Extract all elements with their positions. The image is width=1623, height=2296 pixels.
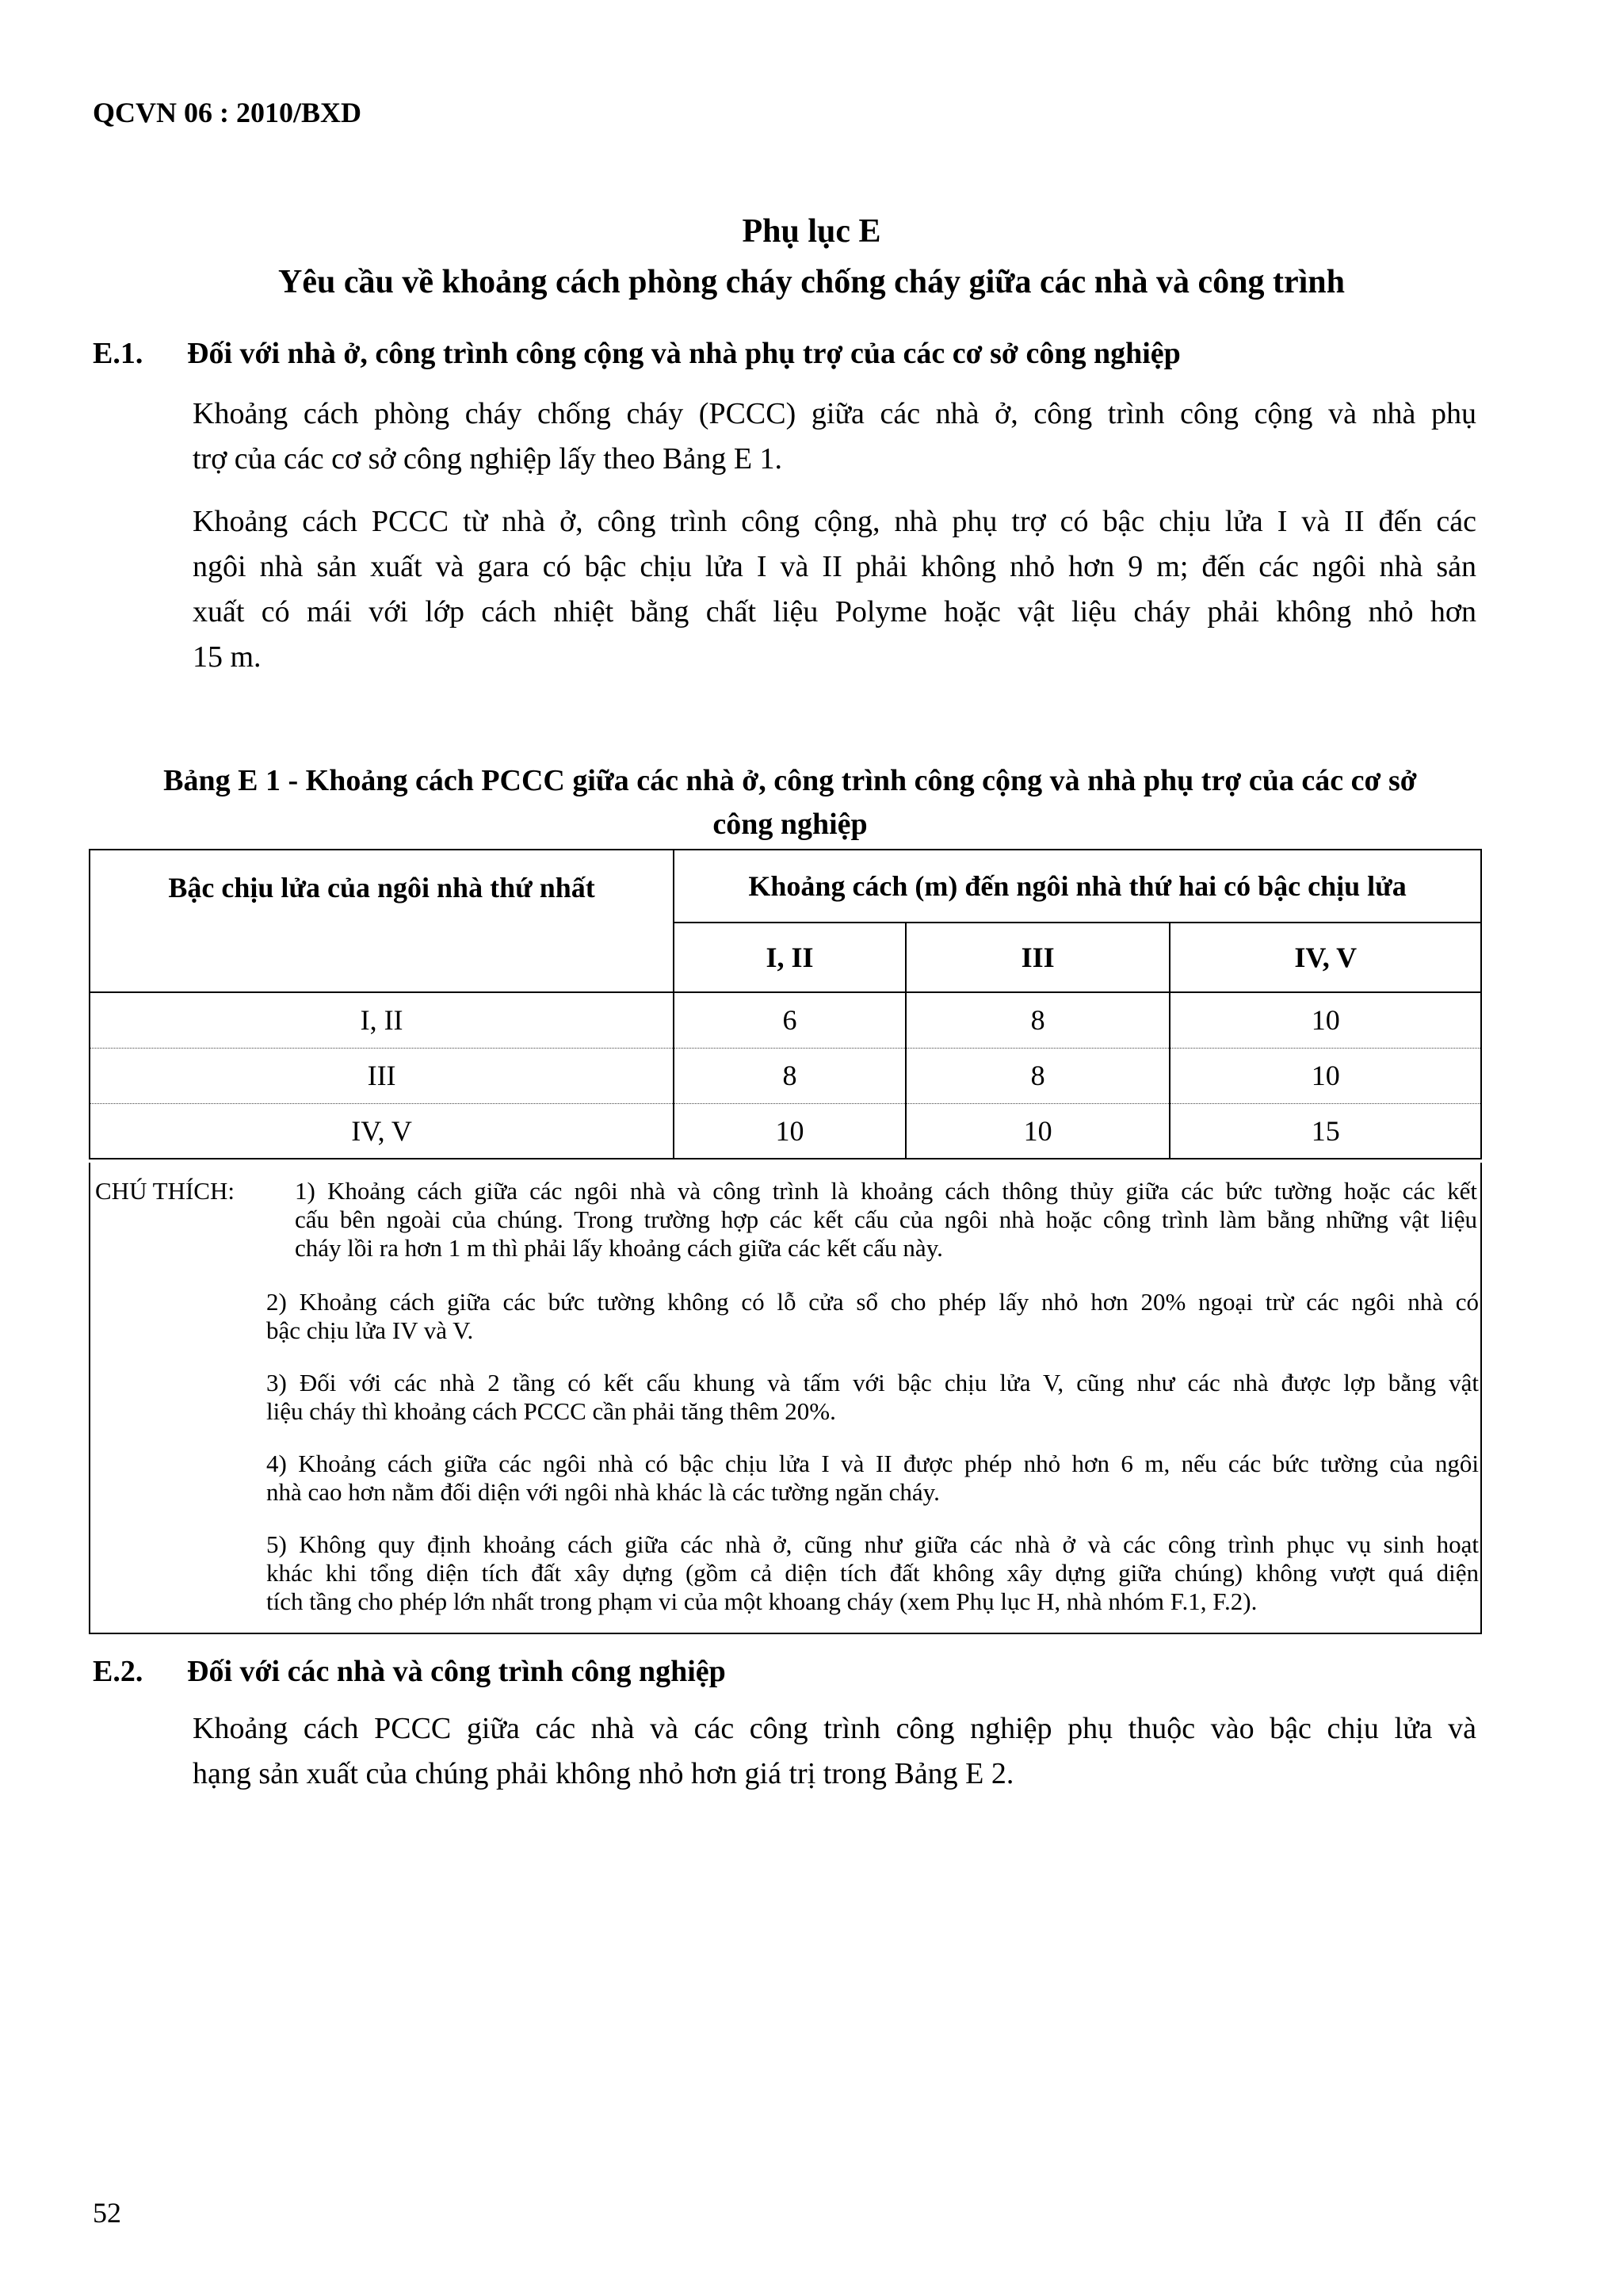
note-line: cháy lồi ra hơn 1 m thì phải lấy khoảng cách giữa các kết cấu này. [295,1234,943,1262]
section-e2-number: E.2. [93,1655,143,1688]
caption-line: Bảng E 1 - Khoảng cách PCCC giữa các nhà ở, công trình công cộng và nhà phụ trợ của các cơ sở [163,764,1417,797]
appendix-title: Phụ lục E [742,213,881,250]
table-e1 [89,849,1482,1159]
section-e1-number: E.1. [93,337,143,370]
note-3 [266,1369,1479,1426]
paragraph-line: ngôi nhà sản xuất và gara có bậc chịu lửa I và II phải không nhỏ hơn 9 m; đến các ngôi nhà sản [193,550,1476,583]
table-e1-notes [89,1163,1482,1634]
document-code-header: QCVN 06 : 2010/BXD [93,97,361,128]
subheader-grade-iii: III [906,923,1170,992]
distance-cell: 10 [674,1103,906,1159]
col-header-distance-group: Khoảng cách (m) đến ngôi nhà thứ hai có bậc chịu lửa [674,850,1481,923]
note-line: liệu cháy thì khoảng cách PCCC cần phải tăng thêm 20%. [266,1397,836,1425]
note-line: tích tầng cho phép lớn nhất trong phạm vi của một khoang cháy (xem Phụ lục H, nhà nhóm F.1, F.2). [266,1587,1258,1615]
distance-cell: 6 [674,992,906,1048]
row-grade-cell: III [90,1048,674,1103]
section-e1-paragraph-2 [193,499,1476,680]
subheader-grade-iv-v: IV, V [1170,923,1481,992]
distance-cell: 10 [1170,1048,1481,1103]
col-header-first-building-grade: Bậc chịu lửa của ngôi nhà thứ nhất [90,850,674,992]
appendix-subtitle: Yêu cầu về khoảng cách phòng cháy chống cháy giữa các nhà và công trình [277,264,1345,300]
notes-label: CHÚ THÍCH: [95,1177,235,1205]
note-2 [266,1288,1479,1345]
note-line: 2) Khoảng cách giữa các bức tường không có lỗ cửa sổ cho phép lấy nhỏ hơn 20% ngoại trừ các ngôi nhà có [266,1288,1479,1316]
table-e1-caption [93,759,1487,846]
note-line: 4) Khoảng cách giữa các ngôi nhà có bậc chịu lửa I và II được phép nhỏ hơn 6 m, nếu các bức tường của ngôi [266,1450,1479,1477]
note-5 [266,1530,1479,1616]
note-line: 1) Khoảng cách giữa các ngôi nhà và công trình là khoảng cách thông thủy giữa các bức tường hoặc các kết [295,1177,1477,1205]
paragraph-line: Khoảng cách PCCC giữa các nhà và các công trình công nghiệp phụ thuộc vào bậc chịu lửa và [193,1712,1476,1745]
distance-cell: 10 [906,1103,1170,1159]
note-line: khác khi tổng diện tích đất xây dựng (gồm cả diện tích đất không xây dựng giữa chúng) không vượt quá diện [266,1559,1479,1587]
section-e2-paragraph [193,1706,1476,1797]
distance-cell: 8 [906,992,1170,1048]
section-e1-paragraph-1 [193,392,1476,482]
table-row [90,992,1481,1048]
paragraph-line: Khoảng cách phòng cháy chống cháy (PCCC) giữa các nhà ở, công trình công cộng và nhà phụ [193,397,1476,430]
note-4 [266,1450,1479,1507]
section-e1-title: Đối với nhà ở, công trình công cộng và nhà phụ trợ của các cơ sở công nghiệp [187,337,1181,370]
row-grade-cell: I, II [90,992,674,1048]
page-number: 52 [93,2197,121,2229]
row-grade-cell: IV, V [90,1103,674,1159]
paragraph-line: hạng sản xuất của chúng phải không nhỏ hơn giá trị trong Bảng E 2. [193,1757,1014,1790]
note-line: 3) Đối với các nhà 2 tầng có kết cấu khung và tấm với bậc chịu lửa V, cũng như các nhà được lợp bằng vật [266,1369,1479,1396]
section-e2-title: Đối với các nhà và công trình công nghiệp [187,1655,726,1688]
note-line: 5) Không quy định khoảng cách giữa các nhà ở, cũng như giữa các nhà ở và các công trình phục vụ sinh hoạt [266,1530,1479,1558]
paragraph-line: trợ của các cơ sở công nghiệp lấy theo Bảng E 1. [193,442,783,476]
caption-line: công nghiệp [712,808,868,841]
paragraph-line: 15 m. [193,640,262,674]
paragraph-line: Khoảng cách PCCC từ nhà ở, công trình công cộng, nhà phụ trợ có bậc chịu lửa I và II đến các [193,505,1476,538]
distance-cell: 15 [1170,1103,1481,1159]
note-line: cấu bên ngoài của chúng. Trong trường hợp các kết cấu của ngôi nhà hoặc công trình làm bằng những vật liệu [295,1205,1477,1233]
table-row [90,1103,1481,1159]
subheader-grade-i-ii: I, II [674,923,906,992]
table-header-row [90,850,1481,923]
distance-cell: 10 [1170,992,1481,1048]
note-line: bậc chịu lửa IV và V. [266,1316,474,1344]
note-line: nhà cao hơn nằm đối diện với ngôi nhà khác là các tường ngăn cháy. [266,1478,940,1506]
distance-cell: 8 [906,1048,1170,1103]
paragraph-line: xuất có mái với lớp cách nhiệt bằng chất liệu Polyme hoặc vật liệu cháy phải không nhỏ hơn [193,595,1476,628]
note-1 [295,1177,1477,1263]
table-row [90,1048,1481,1103]
distance-cell: 8 [674,1048,906,1103]
